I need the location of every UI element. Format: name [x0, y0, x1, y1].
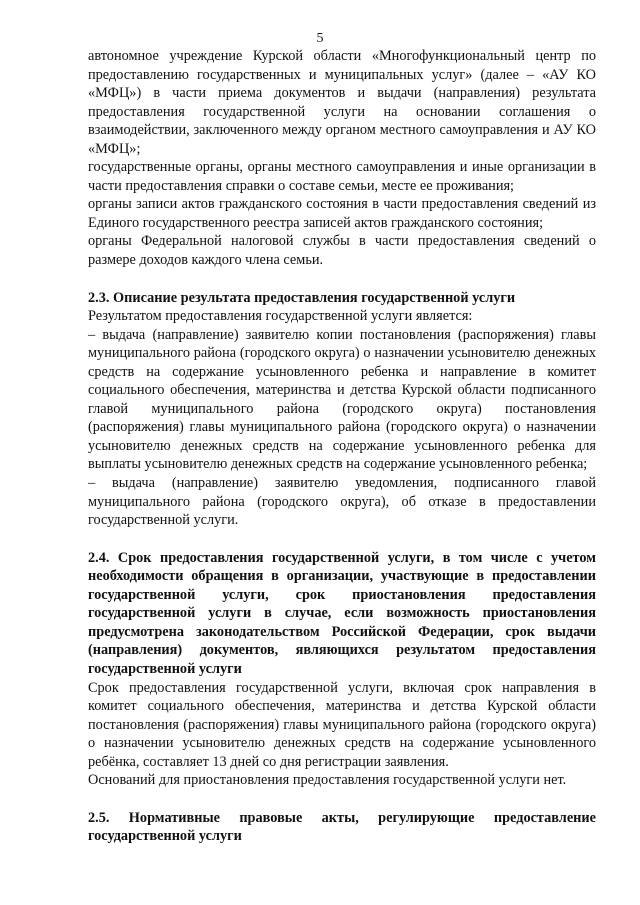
paragraph: органы записи актов гражданского состояния в части предоставления сведений из Единого государственного реестра записей актов гражданского состояния;	[88, 196, 596, 231]
section-heading-2-4: 2.4. Срок предоставления государственной услуги, в том числе с учетом необходимости обращения в организации, участвующие в предоставлении государственной услуги, срок приостановления предоставления государственной услуги в случае, если возможность приостановления предусмотрена законодательством Российской Федерации, срок выдачи (направления) документов, являющихся результатом предоставления государственной услуги	[88, 549, 596, 677]
paragraph: Оснований для приостановления предоставления государственной услуги нет.	[88, 772, 567, 789]
paragraph: государственные органы, органы местного самоуправления и иные организации в части предоставления справки о составе семьи, месте ее проживания;	[88, 159, 596, 194]
section-heading-2-5: 2.5. Нормативные правовые акты, регулирующие предоставление государственной услуги	[88, 809, 596, 845]
paragraph: органы Федеральной налоговой службы в части предоставления сведений о размере доходов каждого члена семьи.	[88, 233, 596, 269]
paragraph: Срок предоставления государственной услуги, включая срок направления в комитет социального обеспечения, материнства и детства Курской области постановления (распоряжения) главы муниципального района (городского округа) о назначении усыновителю денежных средств на содержание усыновленного ребёнка, составляет 13 дней со дня регистрации заявления.	[88, 679, 596, 770]
paragraph: Результатом предоставления государственной услуги является:	[88, 308, 473, 325]
paragraph: – выдача (направление) заявителю уведомления, подписанного главой муниципального района (городского округа), об отказе в предоставлении государственной услуги.	[88, 475, 596, 529]
section-heading-2-3: 2.3. Описание результата предоставления государственной услуги	[88, 289, 516, 306]
document-body	[88, 47, 596, 846]
paragraph: – выдача (направление) заявителю копии постановления (распоряжения) главы муниципального района (городского округа) о назначении усыновителю денежных средств на содержание усыновленного ребенка и направление в комитет социального обеспечения, материнства и детства Курской области подписанного главой муниципального района (городского округа) постановления (распоряжения) главы муниципального района (городского округа) о назначении усыновителю денежных средств на содержание усыновленного ребенка для выплаты усыновителю денежных средств на содержание усыновленного ребенка;	[88, 326, 596, 473]
paragraph: автономное учреждение Курской области «Многофункциональный центр по предоставлению государственных и муниципальных услуг» (далее – «АУ КО «МФЦ») в части приема документов и выдачи (направления) результата предоставления государственной услуги на основании соглашения о взаимодействии, заключенного между органом местного самоуправления и АУ КО «МФЦ»;	[88, 48, 596, 157]
page-number: 5	[316, 31, 324, 46]
